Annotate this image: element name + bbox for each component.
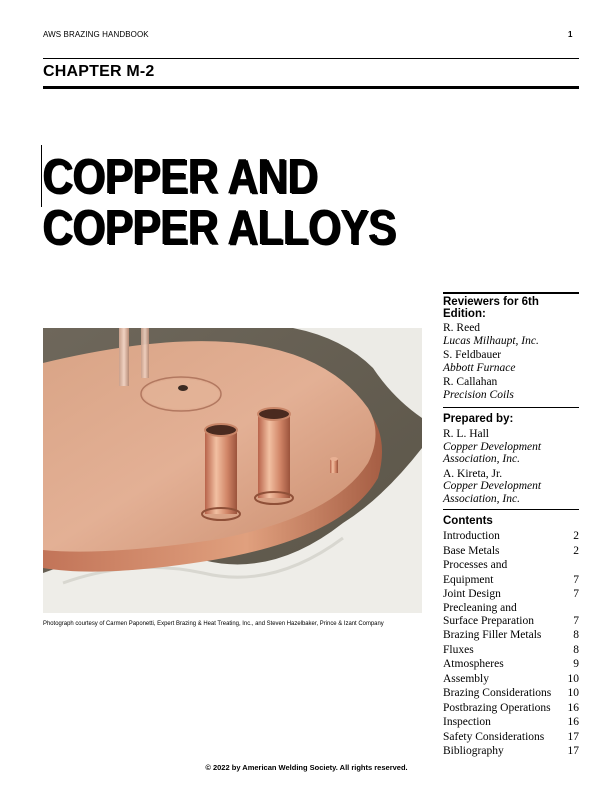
contents-entry-inspection[interactable] (443, 715, 579, 730)
contents-entry-page: 10 (567, 672, 579, 685)
contents-entry-title: Assembly (443, 672, 489, 685)
contents-entry-page: 16 (567, 701, 579, 714)
chapter-photo (43, 328, 422, 613)
contents-entry-title: Precleaning and (443, 601, 517, 614)
chapter-title (42, 152, 395, 254)
chapter-title-line-1: COPPER AND (42, 150, 318, 204)
contents-entry-bibliography[interactable] (443, 744, 579, 759)
contents-entry-title: Postbrazing Operations (443, 701, 551, 714)
contents-entry-title: Bibliography (443, 745, 504, 757)
contents-top-rule (443, 509, 579, 510)
preparer-name: R. L. Hall (443, 428, 489, 440)
preparer-affiliation: Association, Inc. (443, 492, 520, 505)
contents-entry-page: 10 (567, 687, 579, 699)
contents-entry-postbrazing[interactable] (443, 701, 579, 716)
contents-entry-title: Brazing Considerations (443, 687, 552, 699)
chapter-rule (43, 86, 579, 89)
reviewer-entry (443, 322, 579, 347)
contents-entry-title: Safety Considerations (443, 730, 545, 743)
contents-entry-assembly[interactable] (443, 672, 579, 687)
preparer-affiliation: Association, Inc. (443, 453, 520, 465)
contents-entry-filler-metals[interactable] (443, 628, 579, 643)
photo-caption: Photograph courtesy of Carmen Paponetti, Expert Brazing & Heat Treating, Inc., and Steven Hazelbaker, Prince & Izant Company (43, 620, 384, 627)
contents-entry-fluxes[interactable] (443, 643, 579, 658)
copyright-footer: © 2022 by American Welding Society. All rights reserved. (205, 763, 408, 772)
contents-list (443, 529, 579, 759)
prepared-top-rule (443, 407, 579, 408)
contents-entry-page: 7 (573, 614, 579, 627)
chapter-title-line-2: COPPER ALLOYS (42, 201, 396, 255)
prepared-section (443, 413, 579, 505)
reviewers-heading: Reviewers for 6th Edition: (443, 296, 539, 320)
copper-plate-photo (43, 328, 422, 613)
header-rule (43, 58, 579, 59)
contents-entry-title: Introduction (443, 530, 500, 542)
reviewers-section (443, 296, 579, 401)
contents-entry-page: 8 (573, 629, 579, 641)
reviewer-affiliation: Abbott Furnace (443, 361, 516, 374)
preparer-entry (443, 468, 579, 506)
preparer-affiliation: Copper Development (443, 480, 542, 492)
running-head: AWS BRAZING HANDBOOK (43, 30, 149, 39)
contents-entry-page: 7 (573, 573, 579, 586)
preparer-affiliation: Copper Development (443, 440, 542, 453)
contents-entry-page: 16 (567, 716, 579, 728)
contents-entry-title: Joint Design (443, 588, 501, 600)
contents-entry-title: Brazing Filler Metals (443, 629, 542, 641)
reviewer-entry (443, 349, 579, 374)
reviewer-name: S. Feldbauer (443, 349, 502, 361)
contents-entry-page: 17 (567, 730, 579, 743)
contents-entry-brazing-considerations[interactable] (443, 686, 579, 701)
contents-entry-joint-design[interactable] (443, 587, 579, 602)
contents-entry-introduction[interactable] (443, 529, 579, 544)
contents-entry-safety[interactable] (443, 730, 579, 745)
contents-entry-page: 9 (573, 658, 579, 670)
reviewer-name: R. Reed (443, 322, 481, 334)
reviewer-affiliation: Precision Coils (443, 388, 514, 401)
contents-entry-title: Fluxes (443, 643, 474, 656)
reviewer-name: R. Callahan (443, 376, 498, 388)
contents-entry-processes[interactable] (443, 558, 579, 587)
preparer-entry (443, 428, 579, 466)
chapter-label: CHAPTER M-2 (43, 63, 155, 80)
contents-entry-title: Inspection (443, 716, 491, 728)
contents-entry-title: Processes and Equipment (443, 559, 508, 586)
contents-entry-page: 17 (567, 745, 579, 757)
contents-entry-page: 7 (573, 588, 579, 600)
contents-entry-title: Atmospheres (443, 658, 504, 670)
contents-entry-title: Base Metals (443, 544, 500, 557)
page-number: 1 (568, 30, 573, 39)
contents-entry-title: Surface Preparation (443, 614, 535, 627)
contents-entry-surface-preparation[interactable] (443, 614, 579, 629)
contents-heading: Contents (443, 515, 493, 527)
contents-entry-page: 2 (573, 530, 579, 542)
preparer-name: A. Kireta, Jr. (443, 467, 503, 480)
contents-entry-precleaning[interactable] (443, 602, 579, 614)
reviewer-entry (443, 376, 579, 401)
prepared-heading: Prepared by: (443, 413, 514, 425)
contents-entry-page: 8 (573, 643, 579, 656)
contents-entry-page: 2 (573, 544, 579, 557)
reviewers-top-rule (443, 292, 579, 294)
reviewer-affiliation: Lucas Milhaupt, Inc. (443, 334, 539, 347)
contents-entry-atmospheres[interactable] (443, 657, 579, 672)
contents-entry-base-metals[interactable] (443, 544, 579, 559)
